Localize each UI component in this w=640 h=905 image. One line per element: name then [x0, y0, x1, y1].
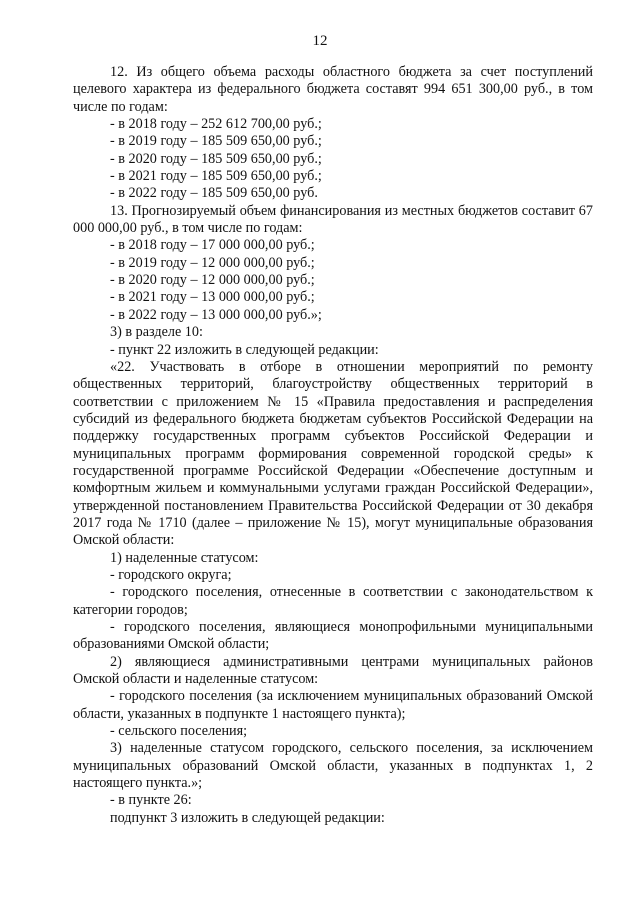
list-item-2020-federal: - в 2020 году – 185 509 650,00 руб.; [110, 150, 322, 167]
list-item-2022-federal: - в 2022 году – 185 509 650,00 руб. [110, 185, 318, 202]
subpoint-1-urban-settlement-cities: - городского поселения, отнесенные в соответствии с законодательством к категории городов; [73, 584, 593, 618]
subpoint-3: 3) наделенные статусом городского, сельского поселения, за исключением муниципальных образований Омской области, указанных в подпунктах 1, 2 настоящего пункта.»; [73, 740, 593, 792]
list-item-2019-local: - в 2019 году – 12 000 000,00 руб.; [110, 254, 315, 271]
section-10-heading: 3) в разделе 10: [110, 324, 203, 341]
paragraph-point-22: «22. Участвовать в отборе в отношении мероприятий по ремонту общественных территорий, благоустройству общественных территорий в соответствии с приложением № 15 «Правила предоставления и распределения субсидий из федерального бюджета бюджетам субъектов Российской Федерации на поддержку государственных программ субъектов Российской Федерации и муниципальных программ формирования современной городской среды» к государственной программе Российской Федерации «Обеспечение доступным и комфортным жильем и коммунальными услугами граждан Российской Федерации», утвержденной постановлением Правительства Российской Федерации от 30 декабря 2017 года № 1710 (далее – приложение № 15), могут муниципальные образования Омской области: [73, 358, 593, 549]
subpoint-2: 2) являющиеся административными центрами муниципальных районов Омской области и наделенные статусом: [73, 653, 593, 688]
list-item-2018-federal: - в 2018 году – 252 612 700,00 руб.; [110, 116, 322, 133]
document-body [73, 64, 593, 827]
paragraph-item-13: 13. Прогнозируемый объем финансирования из местных бюджетов составит 67 000 000,00 руб., в том числе по годам: [73, 202, 593, 237]
paragraph-item-12: 12. Из общего объема расходы областного бюджета за счет поступлений целевого характера из федерального бюджета составят 994 651 300,00 руб., в том числе по годам: [73, 64, 593, 115]
point-26-intro: - в пункте 26: [110, 792, 192, 809]
subpoint-3-revision-intro: подпункт 3 изложить в следующей редакции: [110, 809, 385, 826]
subpoint-1: 1) наделенные статусом: [110, 549, 259, 566]
subpoint-1-urban-settlement-monoprofile: - городского поселения, являющиеся монопрофильными муниципальными образованиями Омской области; [73, 619, 593, 653]
list-item-2021-federal: - в 2021 году – 185 509 650,00 руб.; [110, 168, 322, 185]
list-item-2022-local: - в 2022 году – 13 000 000,00 руб.»; [110, 306, 322, 323]
list-item-2018-local: - в 2018 году – 17 000 000,00 руб.; [110, 237, 315, 254]
point-22-intro: - пункт 22 изложить в следующей редакции: [110, 341, 379, 358]
list-item-2021-local: - в 2021 году – 13 000 000,00 руб.; [110, 289, 315, 306]
subpoint-2-rural-settlement: - сельского поселения; [110, 723, 248, 740]
list-item-2019-federal: - в 2019 году – 185 509 650,00 руб.; [110, 133, 322, 150]
subpoint-2-urban-settlement: - городского поселения (за исключением муниципальных образований Омской области, указанных в подпункте 1 настоящего пункта); [73, 688, 593, 722]
subpoint-1-city-district: - городского округа; [110, 566, 232, 583]
page-number: 12 [312, 33, 328, 49]
list-item-2020-local: - в 2020 году – 12 000 000,00 руб.; [110, 272, 315, 289]
